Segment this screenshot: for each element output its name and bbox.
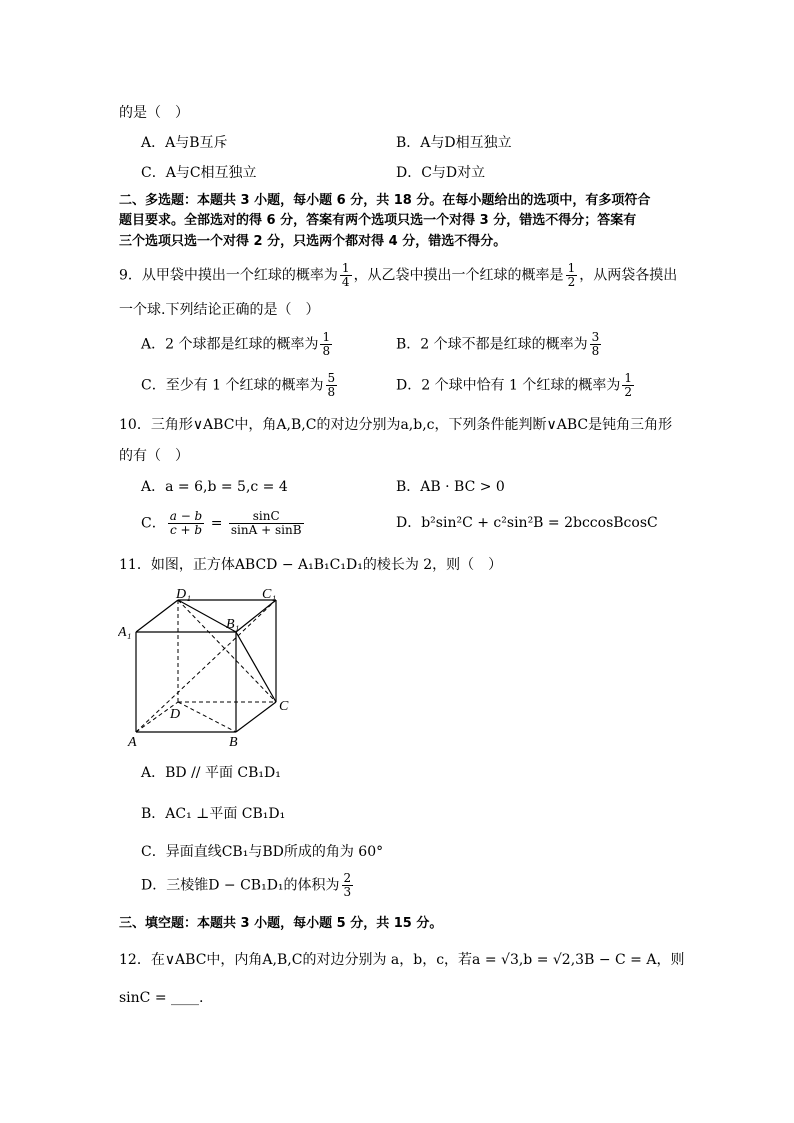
q10-option-d[interactable]: D．b²sin²C + c²sin²B = 2bccosBcosC [396, 515, 658, 531]
q9-b-denominator: 8 [591, 344, 600, 358]
q10-stem-line1: 10．三角形∨ABC中，角A,B,C的对边分别为a,b,c，下列条件能判断∨ABC是钝角三角形 [119, 417, 673, 433]
q9-f1-numerator: 1 [341, 261, 350, 275]
q9-a-numerator: 1 [322, 330, 331, 344]
q9-b-numerator: 3 [591, 330, 600, 344]
vertex-label-B1: B₁ [226, 617, 240, 632]
q9-d-denominator: 2 [624, 385, 633, 399]
q9-f2-denominator: 2 [567, 275, 576, 289]
q9-stem-c: ，从两袋各摸出 [579, 267, 678, 284]
q10-c-right-denominator: sinA + sinB [230, 523, 302, 537]
q11-d-denominator: 3 [343, 885, 352, 899]
q9-stem [119, 262, 677, 289]
vertex-label-D1: D₁ [176, 587, 191, 602]
q9-option-c-fraction [326, 372, 338, 399]
q11-option-d[interactable] [141, 872, 355, 899]
q10-c-right-fraction [229, 510, 304, 537]
q11-option-b[interactable]: B．AC₁ ⊥平面 CB₁D₁ [141, 806, 286, 822]
vertex-label-D: D [170, 707, 181, 722]
q11-option-d-fraction [342, 872, 354, 899]
q10-option-a[interactable]: A．a = 6,b = 5,c = 4 [141, 479, 288, 495]
q9-fraction-1 [340, 262, 352, 289]
q12-line2: sinC = ____. [119, 990, 204, 1006]
q9-option-d-fraction [622, 372, 634, 399]
q9-option-a[interactable] [141, 331, 334, 358]
q9-option-c[interactable] [141, 372, 339, 399]
q10-option-c[interactable] [141, 510, 306, 537]
q8-tail: 的是（ ） [119, 105, 189, 121]
q11-option-c[interactable]: C．异面直线CB₁与BD所成的角为 60° [141, 844, 384, 860]
edge-D-B [178, 702, 236, 732]
q9-option-d-text: D．2 个球中恰有 1 个红球的概率为 [396, 377, 621, 394]
q9-c-numerator: 5 [327, 371, 336, 385]
q9-a-denominator: 8 [322, 344, 331, 358]
q9-option-d[interactable] [396, 372, 636, 399]
vertex-label-C: C [279, 699, 289, 714]
q9-option-a-fraction [320, 331, 332, 358]
q11-stem: 11．如图，正方体ABCD − A₁B₁C₁D₁的棱长为 2，则（ ） [119, 557, 503, 573]
q10-c-left-numerator: a − b [169, 509, 203, 523]
q9-stem-line2: 一个球.下列结论正确的是（ ） [119, 302, 320, 318]
edge-B1-C1 [236, 600, 276, 632]
cube-figure [118, 586, 298, 746]
q9-option-b-text: B．2 个球不都是红球的概率为 [396, 336, 588, 353]
q8-option-d[interactable]: D．C与D对立 [396, 165, 486, 181]
q8-option-c[interactable]: C．A与C相互独立 [141, 165, 257, 181]
q10-c-right-numerator: sinC [229, 510, 304, 524]
q10-stem-line2: 的有（ ） [119, 448, 189, 464]
q8-option-a[interactable]: A．A与B互斥 [141, 135, 228, 151]
edge-A1-D1 [136, 600, 178, 632]
section2-line1: 二、多选题：本题共 3 小题，每小题 6 分，共 18 分。在每小题给出的选项中，有多项符合 [119, 193, 651, 208]
q12-line1: 12．在∨ABC中，内角A,B,C的对边分别为 a，b，c，若a = √3,b = √2,3B − C = A，则 [119, 952, 685, 968]
q9-f2-numerator: 1 [567, 261, 576, 275]
edge-B-C [236, 702, 276, 732]
q11-d-numerator: 2 [343, 871, 352, 885]
q9-d-numerator: 1 [624, 371, 633, 385]
q10-c-left-denominator: c + b [169, 523, 203, 537]
q9-option-a-text: A．2 个球都是红球的概率为 [141, 336, 319, 353]
section2-line3: 三个选项只选一个对得 2 分，只选两个都对得 4 分，错选不得分。 [119, 234, 507, 249]
section3-heading: 三、填空题：本题共 3 小题，每小题 5 分，共 15 分。 [119, 916, 443, 931]
q9-option-b-fraction [590, 331, 602, 358]
q10-option-c-label: C． [141, 515, 166, 532]
q9-stem-a: 9．从甲袋中摸出一个红球的概率为 [119, 267, 338, 284]
q9-option-b[interactable] [396, 331, 603, 358]
q11-option-d-text: D．三棱锥D − CB₁D₁的体积为 [141, 877, 340, 894]
vertex-label-A: A [128, 735, 137, 746]
q10-option-b[interactable]: B．AB · BC > 0 [396, 479, 505, 495]
q9-c-denominator: 8 [327, 385, 336, 399]
vertex-label-B: B [229, 735, 238, 746]
q9-f1-denominator: 4 [341, 275, 350, 289]
q10-c-equals: = [210, 515, 223, 532]
q8-option-b[interactable]: B．A与D相互独立 [396, 135, 512, 151]
q9-option-c-text: C．至少有 1 个红球的概率为 [141, 377, 324, 394]
vertex-label-A1: A₁ [118, 625, 132, 640]
q10-c-left-fraction [168, 510, 205, 537]
vertex-label-C1: C₁ [262, 587, 277, 602]
q9-stem-b: ，从乙袋中摸出一个红球的概率是 [353, 267, 564, 284]
edge-D1-C [178, 600, 276, 702]
q11-option-a[interactable]: A．BD // 平面 CB₁D₁ [141, 765, 281, 781]
section2-line2: 题目要求。全部选对的得 6 分，答案有两个选项只选一个对得 3 分，错选不得分；答案有 [119, 213, 637, 228]
q9-fraction-2 [566, 262, 578, 289]
